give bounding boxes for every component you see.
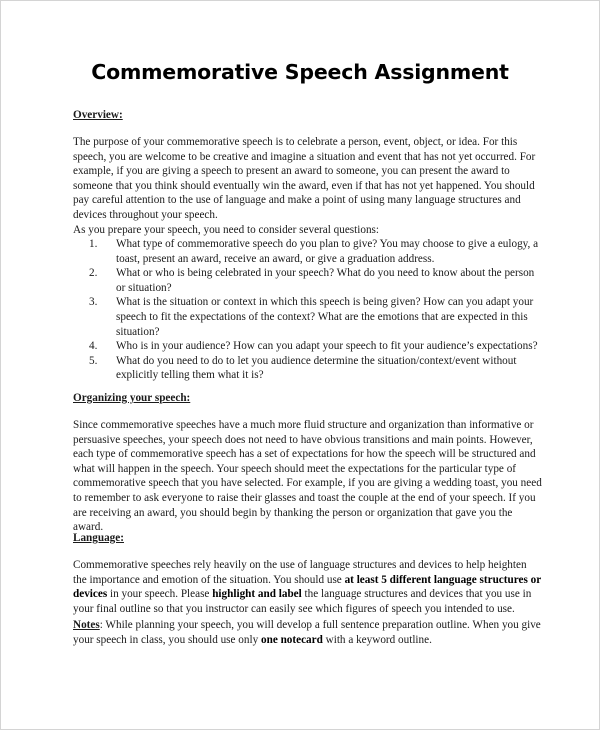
organizing-heading: Organizing your speech: (73, 392, 191, 404)
notes-paragraph (73, 618, 543, 647)
overview-heading: Overview: (73, 109, 123, 121)
question-item (73, 266, 543, 295)
question-item (73, 237, 543, 266)
question-text: What do you need to do to let you audience determine the situation/context/event without explicitly telling them what it is? (116, 354, 517, 382)
language-paragraph (73, 558, 543, 616)
notes-label: Notes (73, 619, 100, 631)
notes-emphasis: one notecard (261, 633, 323, 646)
notes-text: with a keyword outline. (322, 633, 432, 646)
language-text: the language structures and devices that you use in your final outline so that you instructor can easily see which figures of speech you intended to use. (73, 588, 532, 615)
question-text: What is the situation or context in which this speech is being given? How can you adapt your speech to fit the expectations of the context? What are the emotions that are expected in this situation? (116, 296, 534, 338)
notes-text: : While planning your speech, you will develop a full sentence preparation outline. When you give your speech in class, you should use only (73, 619, 541, 646)
question-number: 2. (89, 267, 98, 280)
question-item (73, 354, 543, 383)
question-number: 1. (89, 238, 98, 250)
organizing-paragraph: Since commemorative speeches have a much more fluid structure and organization than informative or persuasive speeches, your speech does not need to have obvious transitions and main points. However, each type of commemorative speech has a set of expectations for how the speech will be structured and what will happen in the speech. Your speech should meet the expectations for the particular type of commemorative speech that you have selected. For example, if you are giving a wedding toast, you need to remember to ask everyone to raise their glasses and toast the couple at the end of your speech. If you are receiving an award, you should begin by thanking the person or organization that gave you the award. (73, 419, 542, 534)
language-emphasis: at least 5 different language structures or devices (73, 573, 541, 601)
language-emphasis: highlight and label (212, 588, 302, 601)
language-heading: Language: (73, 532, 124, 544)
question-item (73, 339, 543, 354)
language-text: in your speech. Please (107, 588, 213, 601)
questions-list (73, 237, 543, 383)
question-text: What or who is being celebrated in your speech? What do you need to know about the person or situation? (116, 267, 535, 294)
question-number: 5. (89, 354, 98, 367)
question-number: 4. (89, 340, 98, 353)
language-text: Commemorative speeches rely heavily on the use of language structures and devices to help heighten the importance and emotion of the situation. You should use (73, 559, 527, 586)
question-text: Who is in your audience? How can you adapt your speech to fit your audience’s expectations? (116, 340, 538, 353)
question-text: What type of commemorative speech do you plan to give? You may choose to give a eulogy, a toast, present an award, receive an award, or give a graduation address. (116, 238, 539, 265)
question-item (73, 295, 543, 339)
document-title: Commemorative Speech Assignment (91, 60, 509, 84)
overview-paragraph: The purpose of your commemorative speech is to celebrate a person, event, object, or idea. For this speech, you are welcome to be creative and imagine a situation and event that has not yet occurred. For example, if you are giving a speech to present an award to someone, you can present the award to someone that you think should eventually win the award, even if that has not yet happened. You should pay careful attention to the use of language and make a point of using many language structures and devices throughout your speech. (73, 136, 536, 221)
question-number: 3. (89, 296, 98, 309)
questions-intro: As you prepare your speech, you need to consider several questions: (73, 224, 380, 236)
